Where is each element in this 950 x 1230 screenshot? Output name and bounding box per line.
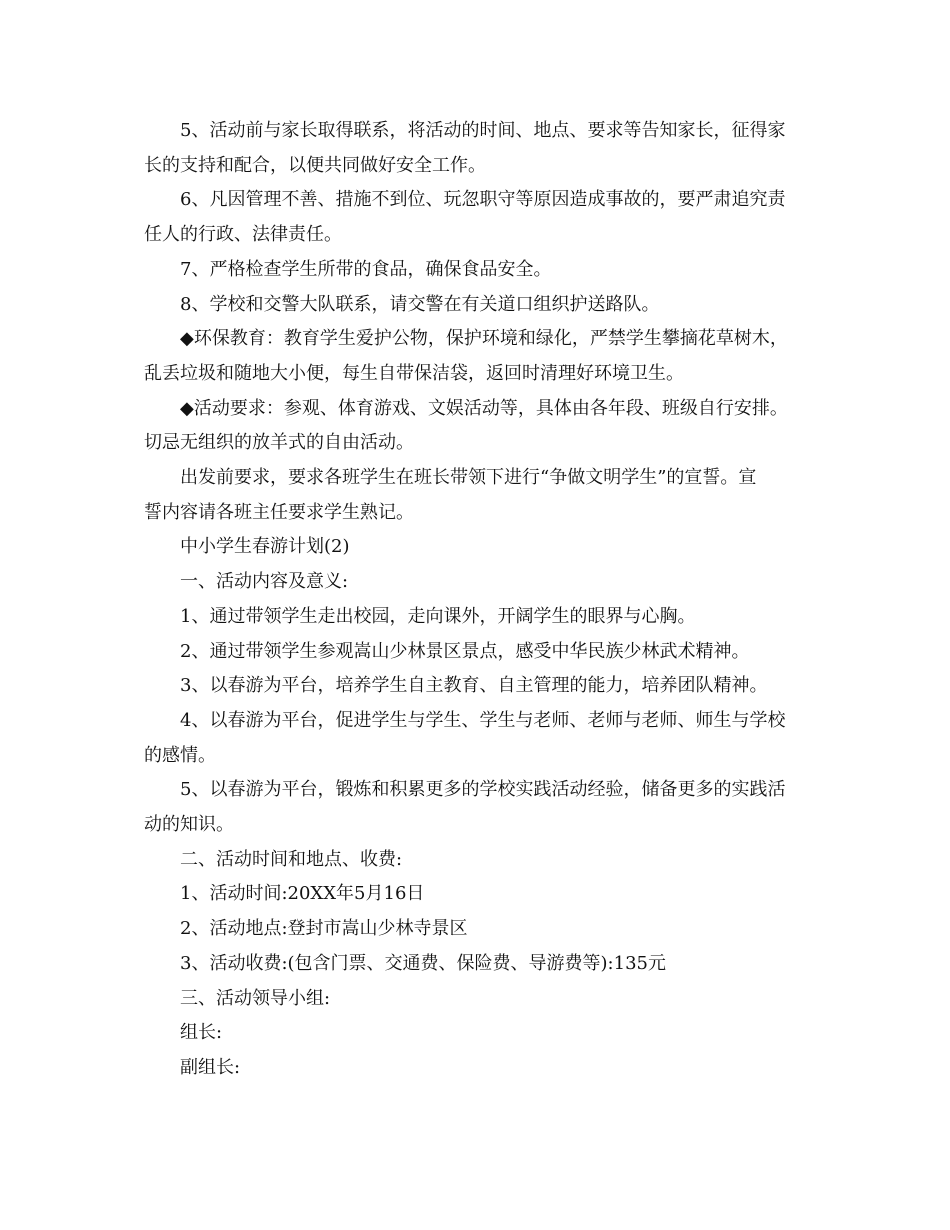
paragraph: 2、活动地点:登封市嵩山少林寺景区 [180,918,468,940]
section-heading: 二、活动时间和地点、收费: [180,848,403,870]
text-line: 乱丢垃圾和随地大小便，每生自带保洁袋，返回时清理好环境卫生。 [144,362,684,384]
text-line: 6、凡因管理不善、措施不到位、玩忽职守等原因造成事故的，要严肃追究责 [180,189,786,211]
paragraph [144,322,812,391]
paragraph [144,704,812,773]
paragraph: 副组长: [180,1056,241,1078]
paragraph: 1、活动时间:20XX年5月16日 [180,883,425,905]
paragraph [144,183,812,252]
document-body [144,114,812,1086]
section-heading: 一、活动内容及意义: [180,571,349,593]
text-line: ◆环保教育：教育学生爱护公物，保护环境和绿化，严禁学生攀摘花草树木， [180,328,788,350]
text-line: 切忌无组织的放羊式的自由活动。 [144,432,414,454]
text-line: ◆活动要求：参观、体育游戏、文娱活动等，具体由各年段、班级自行安排。 [180,397,788,419]
paragraph: 3、以春游为平台，培养学生自主教育、自主管理的能力，培养团队精神。 [180,675,768,697]
text-line: 的感情。 [144,744,216,766]
paragraph: 3、活动收费:(包含门票、交通费、保险费、导游费等):135元 [180,952,666,974]
text-line: 5、以春游为平台，锻炼和积累更多的学校实践活动经验，储备更多的实践活 [180,779,786,801]
paragraph [144,392,812,461]
text-line: 4、以春游为平台，促进学生与学生、学生与老师、老师与老师、师生与学校 [180,709,786,731]
paragraph: 7、严格检查学生所带的食品，确保食品安全。 [180,258,552,280]
paragraph: 2、通过带领学生参观嵩山少林景区景点，感受中华民族少林武术精神。 [180,640,750,662]
text-line: 长的支持和配合，以便共同做好安全工作。 [144,154,486,176]
paragraph [144,114,812,183]
paragraph [144,461,812,530]
section-title: 中小学生春游计划(2) [180,536,350,558]
paragraph: 组长: [180,1022,223,1044]
text-line: 动的知识。 [144,814,234,836]
paragraph [144,773,812,842]
text-line: 任人的行政、法律责任。 [144,224,342,246]
text-line: 出发前要求，要求各班学生在班长带领下进行“争做文明学生”的宣誓。宣 [180,467,757,489]
section-heading: 三、活动领导小组: [180,987,331,1009]
text-line: 誓内容请各班主任要求学生熟记。 [144,501,414,523]
paragraph: 1、通过带领学生走出校园，走向课外，开阔学生的眼界与心胸。 [180,605,696,627]
text-line: 5、活动前与家长取得联系，将活动的时间、地点、要求等告知家长，征得家 [180,120,786,141]
paragraph: 8、学校和交警大队联系，请交警在有关道口组织护送路队。 [180,293,660,315]
